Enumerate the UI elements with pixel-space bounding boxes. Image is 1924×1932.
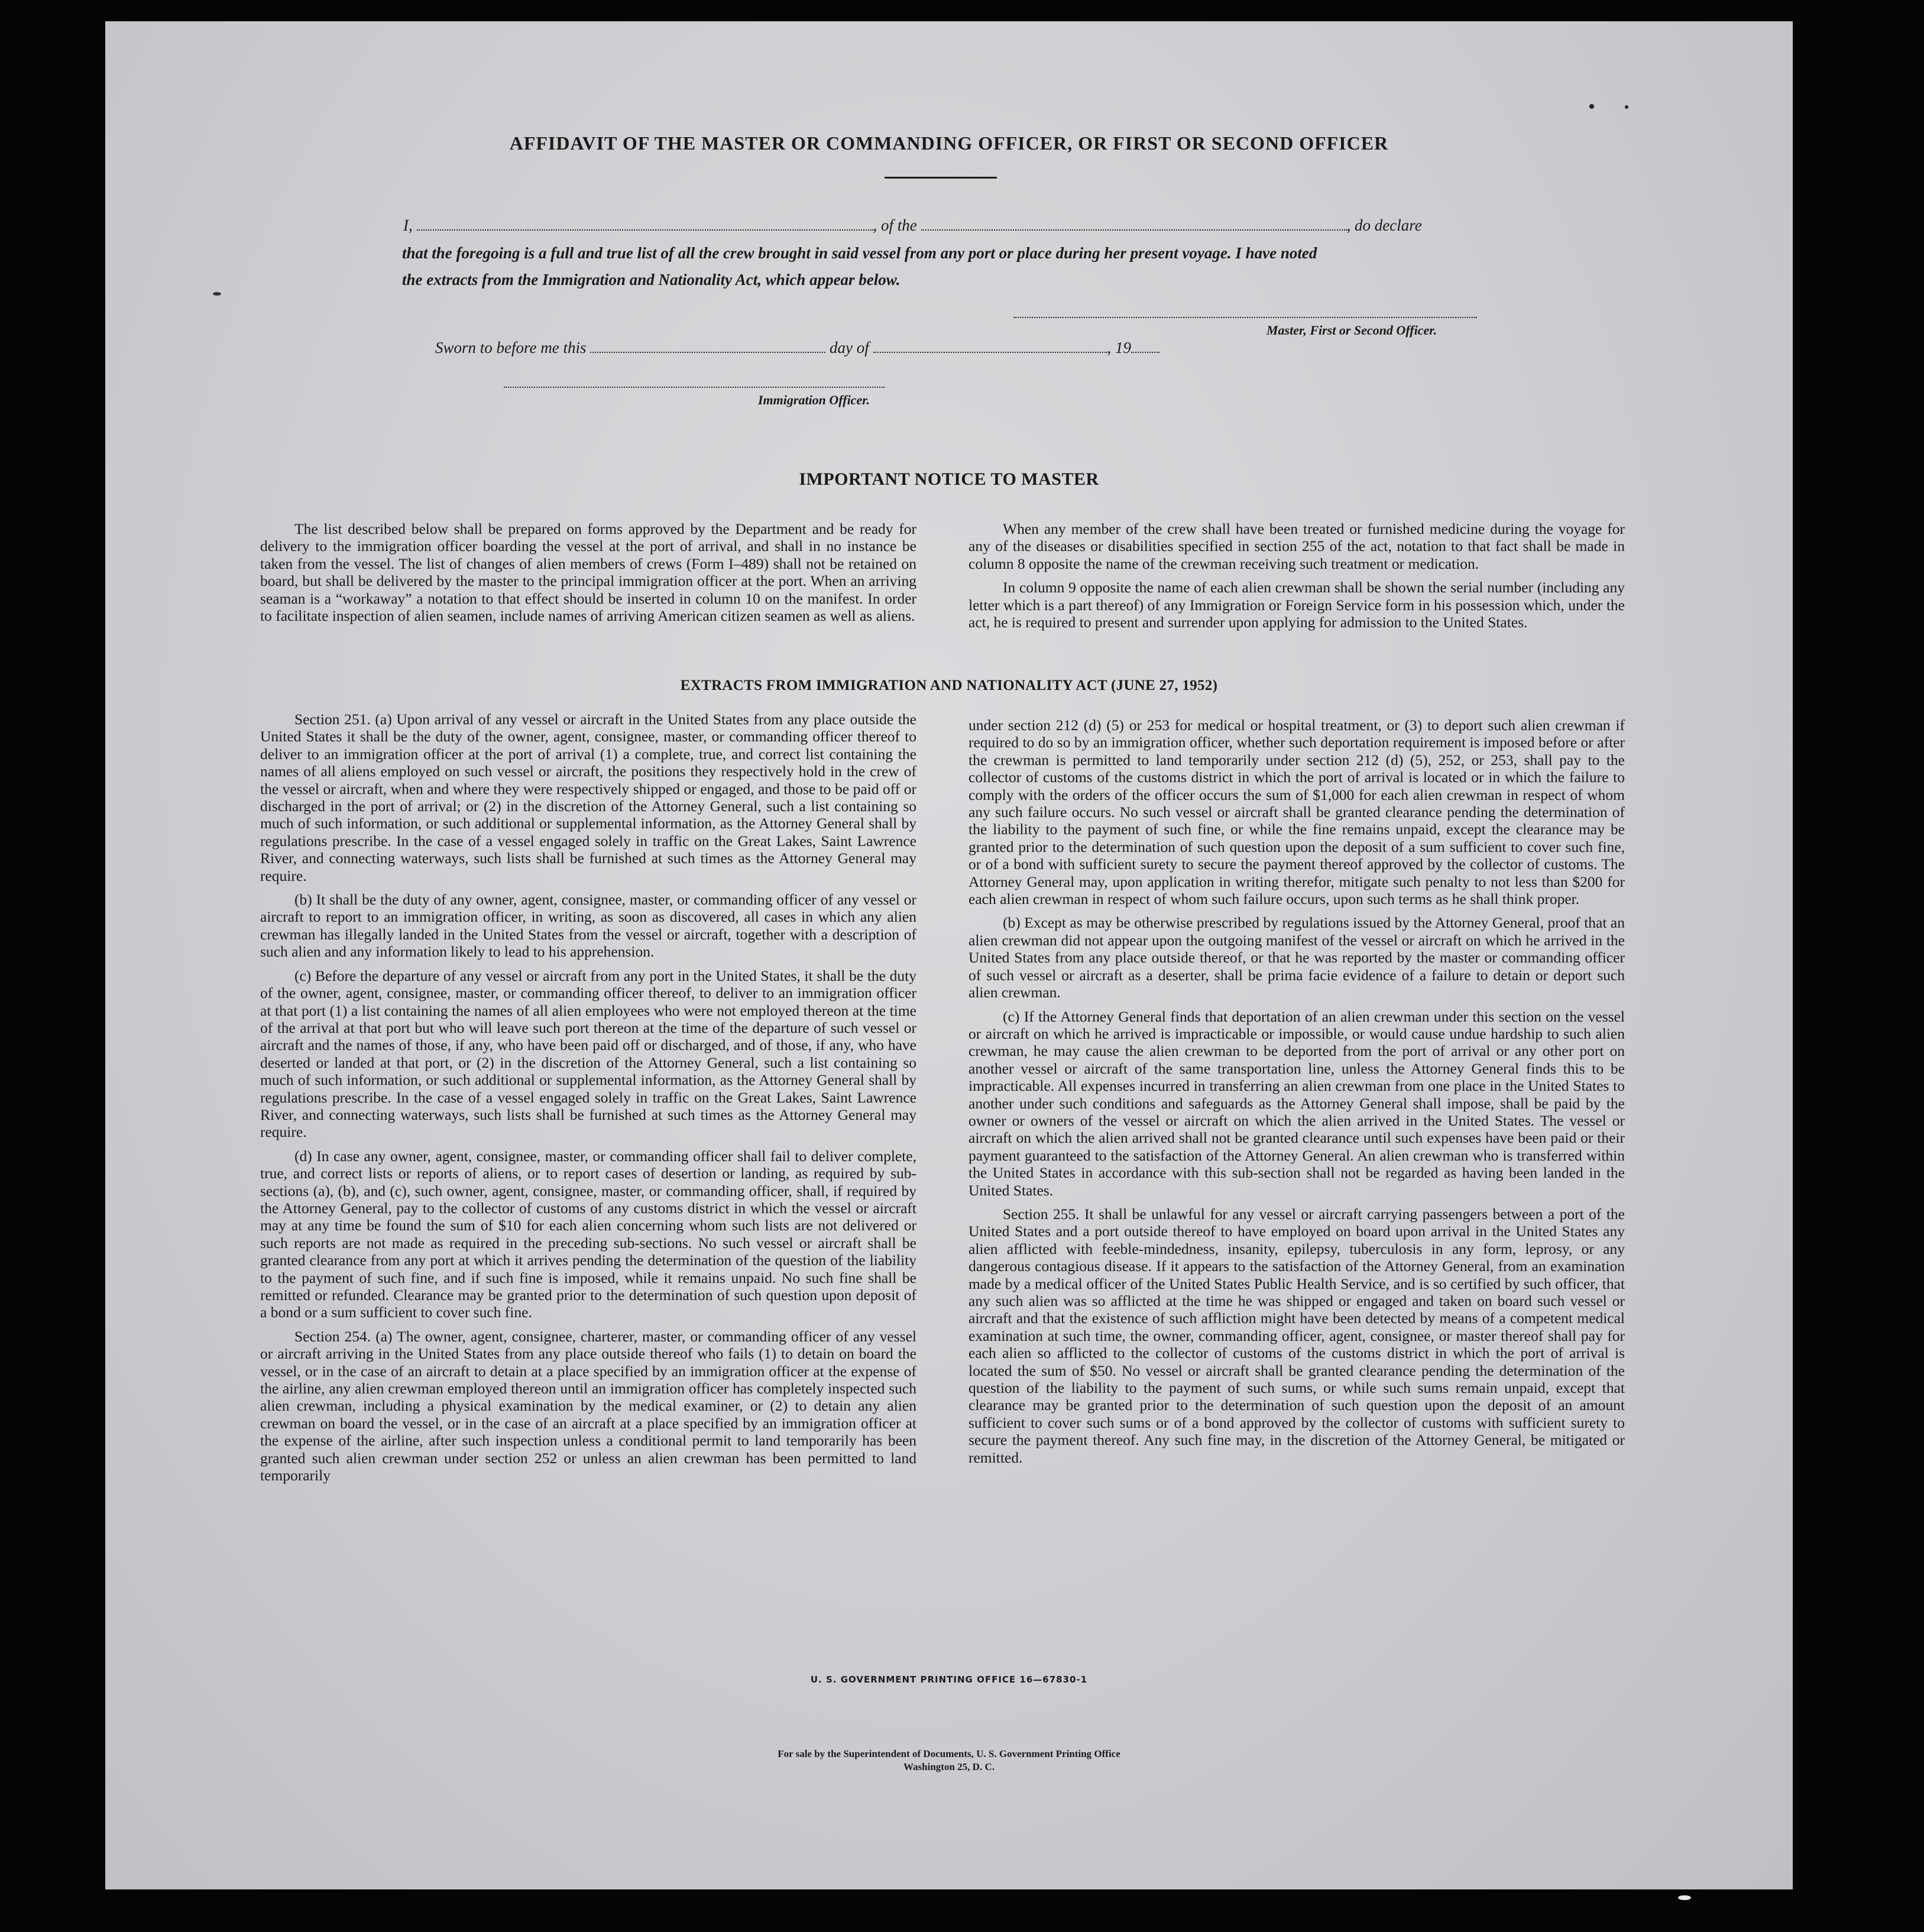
sworn-day-field[interactable] xyxy=(590,340,825,353)
declare-of-the-label: , of the xyxy=(873,216,917,234)
section-251-a: Section 251. (a) Upon arrival of any vessel or aircraft in the United States from any place outside the United States it shall be the duty of the owner, agent, consignee, master, or commanding officer thereof to deliver to an immigration officer at the port of arrival (1) a complete, true, and correct list containing the names of all aliens employed on such vessel or aircraft, the positions they respectively hold in the crew of the vessel or aircraft, when and where they were respectively shipped or engaged, and those to be paid off or discharged in the port of arrival; or (2) in the discretion of the Attorney General, such a list containing so much of such information, or such additional or supplemental information, as the Attorney General shall by regulations prescribe. In the case of a vessel engaged solely in traffic on the Great Lakes, Saint Lawrence River, and connecting waterways, such lists shall be furnished at such times as the Attorney General may require. xyxy=(260,711,916,884)
sworn-month-field[interactable] xyxy=(873,340,1107,353)
scan-speck xyxy=(1678,1895,1691,1900)
scan-speck xyxy=(1625,105,1628,109)
section-251-b: (b) It shall be the duty of any owner, agent, consignee, master, or commanding officer of any vessel or aircraft to report to an immigration officer, in writing, as soon as discovered, all cases in which any alien crewman has illegally landed in the United States from the vessel or aircraft, together with a description of such alien and any information likely to lead to his apprehension. xyxy=(260,891,916,961)
notice-right-paragraph-2: In column 9 opposite the name of each alien crewman shall be shown the serial number (including any letter which is a part thereof) of any Immigration or Foreign Service form in his possession which, under the act, he is required to present and surrender upon applying for admission to the United States. xyxy=(969,579,1625,631)
section-254-b: (b) Except as may be otherwise prescribed by regulations issued by the Attorney General, proof that an alien crewman did not appear upon the outgoing manifest of the vessel or aircraft on which he arrived in the United States from any place outside thereof, or that he was reported by the master or commanding officer of such vessel or aircraft as a deserter, shall be prima facie evidence of a failure to detain or deport such alien crewman. xyxy=(969,914,1625,1001)
sworn-year-field[interactable] xyxy=(1131,340,1159,353)
declare-i-label: I, xyxy=(403,216,413,234)
extracts-title: EXTRACTS FROM IMMIGRATION AND NATIONALITY ACT (JUNE 27, 1952) xyxy=(680,678,1218,693)
sworn-line xyxy=(435,339,1159,357)
section-251-c: (c) Before the departure of any vessel or aircraft from any port in the United States, it shall be the duty of the owner, agent, consignee, master, or commanding officer thereof, to deliver to an immigration officer at that port (1) a list containing the names of all alien employees who were not employed thereon at the time of the arrival at that port but who will leave such port thereon at the time of the departure of such vessel or aircraft and the names of those, if any, who have been paid off or discharged, and of those, if any, who have deserted or landed at that port, or (2) in the discretion of the Attorney General, such a list containing so much of such information, or such additional or supplemental information, as the Attorney General shall by regulations prescribe. In the case of a vessel engaged solely in traffic on the Great Lakes, Saint Lawrence River, and connecting waterways, such lists shall be furnished at such times as the Attorney General may require. xyxy=(260,967,916,1141)
affidavit-title: AFFIDAVIT OF THE MASTER OR COMMANDING OFFICER, OR FIRST OR SECOND OFFICER xyxy=(509,132,1389,154)
sworn-label: Sworn to before me this xyxy=(435,339,587,356)
sale-line-2: Washington 25, D. C. xyxy=(903,1761,995,1772)
statement-line-1: that the foregoing is a full and true list of all the crew brought in said vessel from any port or place during her present voyage. I have noted xyxy=(402,244,1317,262)
declaration-line xyxy=(403,216,1586,235)
officer-signature-field[interactable] xyxy=(504,387,885,388)
year-label: , 19 xyxy=(1107,339,1131,356)
sale-notice xyxy=(105,1748,1793,1774)
name-field[interactable] xyxy=(417,218,873,231)
sale-line-1: For sale by the Superintendent of Documents, U. S. Government Printing Office xyxy=(778,1748,1120,1759)
title-underline xyxy=(885,177,997,179)
notice-left-column xyxy=(260,520,916,631)
section-251-d: (d) In case any owner, agent, consignee, master, or commanding officer shall fail to deliver complete, true, and correct lists or reports of aliens, or to report cases of desertion or landing, as required by sub-sections (a), (b), and (c), such owner, agent, consignee, master, or commanding officer, shall, if required by the Attorney General, pay to the collector of customs of any customs district in which the vessel or aircraft may at any time be found the sum of $10 for each alien concerning whom such lists are not delivered or such reports are not made as required in the preceding sub-sections. No such vessel or aircraft shall be granted clearance from any port at which it arrives pending the determination of the question of the liability to the payment of such fine, and if such fine is imposed, while it remains unpaid. No such fine shall be remitted or refunded. Clearance may be granted prior to the determination of such question upon deposit of a bond or a sum sufficient to cover such fine. xyxy=(260,1147,916,1321)
notice-left-paragraph: The list described below shall be prepared on forms approved by the Department and be ready for delivery to the immigration officer boarding the vessel at the port of arrival, and shall in no instance be taken from the vessel. The list of changes of alien members of crews (Form I–489) shall not be retained on board, but shall be delivered by the master to the principal immigration officer at the port. When an arriving seaman is a “workaway” a notation to that effect should be inserted in column 10 on the manifest. In order to facilitate inspection of alien seamen, include names of arriving American citizen seamen as well as aliens. xyxy=(260,520,916,625)
declare-do-declare-label: , do declare xyxy=(1346,216,1422,234)
vessel-field[interactable] xyxy=(921,218,1347,231)
officer-signature-label: Immigration Officer. xyxy=(758,393,870,407)
extracts-right-column xyxy=(969,717,1625,1473)
section-255: Section 255. It shall be unlawful for any vessel or aircraft carrying passengers between a port of the United States and a port outside thereof to have employed on board upon arrival in the United States any alien afflicted with feeble-mindedness, insanity, epilepsy, tuberculosis in any form, leprosy, or any dangerous contagious disease. If it appears to the satisfaction of the Attorney General, from an examination made by a medical officer of the United States Public Health Service, and is so certified by such officer, that any such alien was so afflicted at the time he was shipped or engaged and taken on board such vessel or aircraft and that the existence of such affliction might have been detected by means of a competent medical examination at such time, the owner, commanding officer, agent, consignee, or master thereof shall pay for each alien so afflicted to the collector of customs of the customs district in which the port of arrival is located the sum of $50. No vessel or aircraft shall be granted clearance pending the determination of the question of the liability to the payment of such sums, or while such sums remain unpaid, except that clearance may be granted prior to the determination of such question upon the deposit of an amount sufficient to cover such sums or of a bond approved by the collector of customs with sufficient surety to secure the payment thereof. Any such fine may, in the discretion of the Attorney General, be mitigated or remitted. xyxy=(969,1205,1625,1466)
section-254-a: Section 254. (a) The owner, agent, consignee, charterer, master, or commanding officer of any vessel or aircraft arriving in the United States from any place outside thereof who fails (1) to detain on board the vessel, or in the case of an aircraft to detain at a place specified by an immigration officer at the expense of the airline, any alien crewman employed thereon until an immigration officer has completely inspected such alien crewman, including a physical examination by the medical examiner, or (2) to detain any alien crewman on board the vessel, or in the case of an aircraft at a place specified by an immigration officer at the expense of the airline, after such inspection unless a conditional permit to land temporarily has been granted such alien crewman under section 252 or unless an alien crewman has been permitted to land temporarily xyxy=(260,1327,916,1484)
document-page xyxy=(105,21,1793,1889)
scan-speck xyxy=(213,292,221,296)
notice-right-column xyxy=(969,520,1625,637)
master-signature-label: Master, First or Second Officer. xyxy=(1267,323,1437,338)
section-254-a-continued: under section 212 (d) (5) or 253 for medical or hospital treatment, or (3) to deport such alien crewman if required to do so by an immigration officer, whether such deportation requirement is imposed before or after the crewman is permitted to land temporarily under section 212 (d) (5), 252, or 253, shall pay to the collector of customs of the customs district in which the port of arrival is located or in which the failure to comply with the orders of the officer occurs the sum of $1,000 for each alien crewman in respect of whom any such failure occurs. No such vessel or aircraft shall be granted clearance pending the determination of the liability to the payment of such fine, or while the fine remains unpaid, except the clearance may be granted prior to the determination of such question upon the deposit of a sum sufficient to cover such fine, or of a bond with sufficient surety to secure the payment thereof approved by the collector of customs. The Attorney General may, upon application in writing therefor, mitigate such penalty to not less than $200 for each alien crewman in respect of whom such failure occurs, upon such terms as he shall think proper. xyxy=(969,717,1625,908)
notice-title: IMPORTANT NOTICE TO MASTER xyxy=(799,469,1099,489)
notice-right-paragraph-1: When any member of the crew shall have been treated or furnished medicine during the voyage for any of the diseases or disabilities specified in section 255 of the act, notation to that fact shall be made in column 8 opposite the name of the crewman receiving such treatment or medication. xyxy=(969,520,1625,572)
master-signature-field[interactable] xyxy=(1013,317,1477,318)
statement-line-2: the extracts from the Immigration and Nationality Act, which appear below. xyxy=(402,271,901,288)
section-254-c: (c) If the Attorney General finds that deportation of an alien crewman under this section on the vessel or aircraft on which he arrived is impracticable or impossible, or would cause undue hardship to such alien crewman, he may cause the alien crewman to be deported from the port of arrival or any other port on another vessel or aircraft of the same transportation line, unless the Attorney General finds this to be impracticable. All expenses incurred in transferring an alien crewman from one place in the United States to another under such conditions and safeguards as the Attorney General shall impose, shall be paid by the owner or owners of the vessel or aircraft on which the alien arrived in the United States. The vessel or aircraft on which the alien arrived shall not be granted clearance until such expenses have been paid or their payment guaranteed to the satisfaction of the Attorney General. An alien crewman who is transferred within the United States in accordance with this sub-section shall not be regarded as having been landed in the United States. xyxy=(969,1007,1625,1199)
scan-speck xyxy=(1589,104,1594,109)
day-of-label: day of xyxy=(830,339,869,356)
extracts-left-column xyxy=(260,711,916,1490)
printing-office-line: U. S. GOVERNMENT PRINTING OFFICE 16—67830-1 xyxy=(810,1674,1088,1685)
